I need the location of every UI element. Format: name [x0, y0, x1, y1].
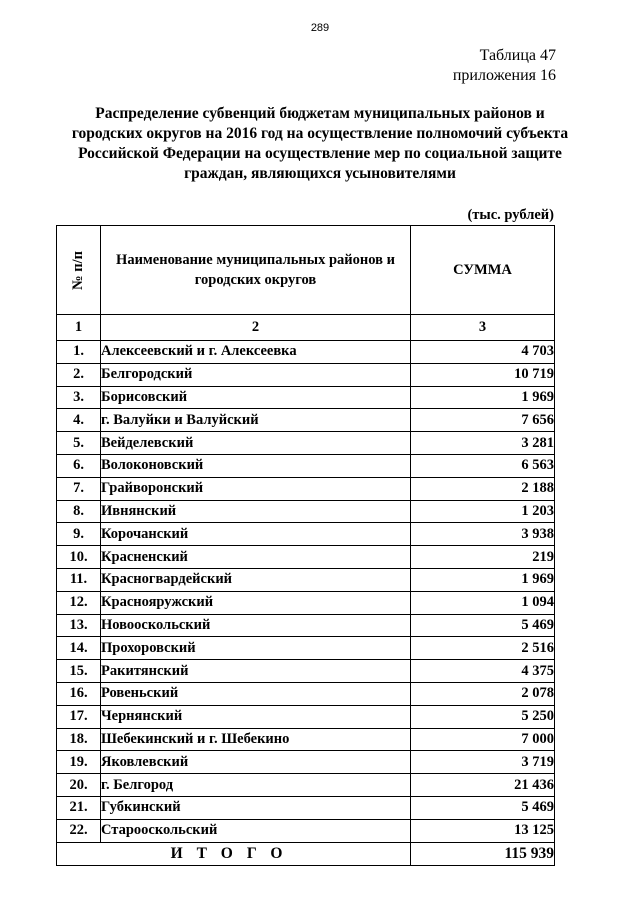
table-row	[57, 363, 555, 386]
column-index: 1	[57, 315, 101, 341]
subsidy-amount: 1 094	[411, 591, 555, 614]
table-row	[57, 341, 555, 364]
district-name: Губкинский	[101, 796, 411, 819]
subsidy-amount: 7 656	[411, 409, 555, 432]
table-row	[57, 774, 555, 797]
row-number: 12.	[57, 591, 101, 614]
row-number: 7.	[57, 477, 101, 500]
header-name-line1: Наименование муниципальных районов и	[116, 252, 395, 268]
table-row	[57, 751, 555, 774]
subsidy-amount: 6 563	[411, 454, 555, 477]
title-line: граждан, являющихся усыновителями	[184, 165, 456, 182]
title-line: Российской Федерации на осуществление мер по социальной защите	[78, 145, 562, 162]
document-title	[40, 104, 600, 184]
district-name: Ивнянский	[101, 500, 411, 523]
subsidy-table	[56, 225, 555, 866]
district-name: Красногвардейский	[101, 568, 411, 591]
table-row	[57, 386, 555, 409]
subsidy-amount: 10 719	[411, 363, 555, 386]
title-line: городских округов на 2016 год на осуществление полномочий субъекта	[71, 125, 569, 142]
row-number: 9.	[57, 523, 101, 546]
row-number: 1.	[57, 341, 101, 364]
table-row	[57, 796, 555, 819]
district-name: Алексеевский и г. Алексеевка	[101, 341, 411, 364]
table-row	[57, 432, 555, 455]
district-name: Белгородский	[101, 363, 411, 386]
row-number: 17.	[57, 705, 101, 728]
district-name: Шебекинский и г. Шебекино	[101, 728, 411, 751]
table-row	[57, 477, 555, 500]
subsidy-amount: 1 203	[411, 500, 555, 523]
header-num-cell	[57, 226, 101, 315]
total-sum: 115 939	[411, 842, 555, 865]
subsidy-amount: 2 188	[411, 477, 555, 500]
table-reference	[453, 46, 556, 86]
title-line: Распределение субвенций бюджетам муниципальных районов и	[95, 105, 545, 122]
table-row	[57, 637, 555, 660]
table-row	[57, 682, 555, 705]
row-number: 3.	[57, 386, 101, 409]
table-row	[57, 546, 555, 569]
subsidy-amount: 219	[411, 546, 555, 569]
row-number: 20.	[57, 774, 101, 797]
row-number: 6.	[57, 454, 101, 477]
row-number: 10.	[57, 546, 101, 569]
row-number: 22.	[57, 819, 101, 842]
row-number: 21.	[57, 796, 101, 819]
district-name: Волоконовский	[101, 454, 411, 477]
column-index: 3	[411, 315, 555, 341]
subsidy-amount: 3 281	[411, 432, 555, 455]
subsidy-amount: 1 969	[411, 386, 555, 409]
district-name: Краснояружский	[101, 591, 411, 614]
table-row	[57, 500, 555, 523]
table-ref-line1: Таблица 47	[479, 47, 556, 64]
row-number: 13.	[57, 614, 101, 637]
total-row	[57, 842, 555, 865]
header-num: № п/п	[70, 250, 86, 290]
table-row	[57, 568, 555, 591]
subsidy-amount: 4 703	[411, 341, 555, 364]
table-row	[57, 705, 555, 728]
subsidy-amount: 2 516	[411, 637, 555, 660]
row-number: 5.	[57, 432, 101, 455]
row-number: 2.	[57, 363, 101, 386]
column-index-row	[57, 315, 555, 341]
district-name: Грайворонский	[101, 477, 411, 500]
table-row	[57, 728, 555, 751]
column-index: 2	[101, 315, 411, 341]
district-name: г. Белгород	[101, 774, 411, 797]
table-row	[57, 591, 555, 614]
district-name: Старооскольский	[101, 819, 411, 842]
subsidy-amount: 3 719	[411, 751, 555, 774]
subsidy-amount: 5 469	[411, 614, 555, 637]
district-name: Вейделевский	[101, 432, 411, 455]
row-number: 8.	[57, 500, 101, 523]
row-number: 14.	[57, 637, 101, 660]
row-number: 15.	[57, 660, 101, 683]
page-number: 289	[310, 22, 330, 34]
district-name: Корочанский	[101, 523, 411, 546]
table-row	[57, 523, 555, 546]
district-name: Прохоровский	[101, 637, 411, 660]
subsidy-amount: 5 469	[411, 796, 555, 819]
header-row	[57, 226, 555, 315]
row-number: 19.	[57, 751, 101, 774]
subsidy-amount: 1 969	[411, 568, 555, 591]
district-name: Ровеньский	[101, 682, 411, 705]
table-row	[57, 409, 555, 432]
row-number: 16.	[57, 682, 101, 705]
row-number: 18.	[57, 728, 101, 751]
subsidy-amount: 21 436	[411, 774, 555, 797]
subsidy-amount: 4 375	[411, 660, 555, 683]
district-name: Яковлевский	[101, 751, 411, 774]
subsidy-amount: 5 250	[411, 705, 555, 728]
table-ref-line2: приложения 16	[452, 67, 556, 84]
header-name-line2: городских округов	[194, 272, 317, 288]
district-name: Новооскольский	[101, 614, 411, 637]
table-row	[57, 819, 555, 842]
district-name: Чернянский	[101, 705, 411, 728]
row-number: 11.	[57, 568, 101, 591]
district-name: Борисовский	[101, 386, 411, 409]
subsidy-amount: 7 000	[411, 728, 555, 751]
table-row	[57, 454, 555, 477]
district-name: Красненский	[101, 546, 411, 569]
subsidy-amount: 3 938	[411, 523, 555, 546]
district-name: Ракитянский	[101, 660, 411, 683]
subsidy-amount: 2 078	[411, 682, 555, 705]
table-row	[57, 614, 555, 637]
subsidy-amount: 13 125	[411, 819, 555, 842]
row-number: 4.	[57, 409, 101, 432]
district-name: г. Валуйки и Валуйский	[101, 409, 411, 432]
header-name-cell	[101, 226, 411, 315]
units-label: (тыс. рублей)	[467, 207, 554, 223]
table-row	[57, 660, 555, 683]
header-sum: СУММА	[411, 226, 555, 315]
total-label: ИТОГО	[57, 842, 411, 865]
